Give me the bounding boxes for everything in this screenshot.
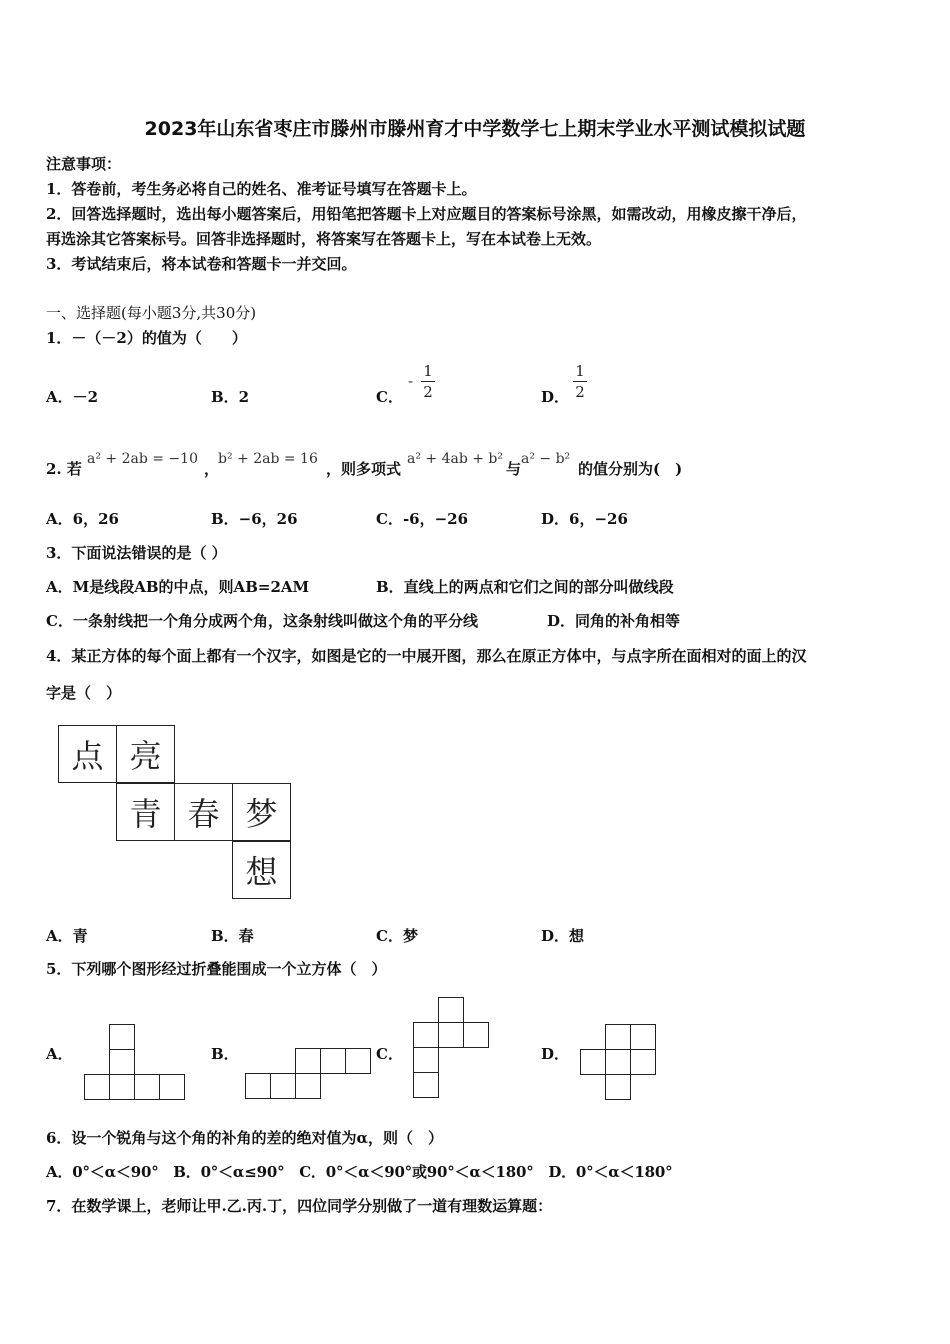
q1-option-b: B．2 bbox=[211, 388, 250, 406]
net-square bbox=[109, 1024, 135, 1050]
question-4-line-1: 4．某正方体的每个面上都有一个汉字，如图是它的一中展开图，那么在原正方体中，与点字所在面相对的面上的汉 bbox=[46, 647, 807, 665]
question-7-stem: 7．在数学课上，老师让甲.乙.丙.丁，四位同学分别做了一道有理数运算题： bbox=[46, 1197, 553, 1215]
q2-expression-2: b² + 2ab = 16 bbox=[218, 451, 318, 467]
q4-option-a: A．青 bbox=[46, 927, 88, 945]
q5-option-c: C． bbox=[376, 1045, 403, 1063]
net-cell-qing: 青 bbox=[116, 783, 175, 841]
q4-option-c: C．梦 bbox=[376, 927, 418, 945]
q4-option-b: B．春 bbox=[211, 927, 254, 945]
q2-middle-text: ，则多项式 bbox=[326, 460, 402, 478]
q3-option-a: A．M是线段AB的中点，则AB=2AM bbox=[46, 578, 310, 596]
net-square bbox=[630, 1049, 656, 1075]
net-square bbox=[320, 1048, 346, 1074]
q2-option-b: B．−6，26 bbox=[211, 510, 298, 528]
question-4-line-2: 字是（ ） bbox=[46, 684, 122, 702]
q1-option-d: D． bbox=[541, 388, 570, 406]
net-square bbox=[413, 1047, 439, 1073]
q2-expression-1: a² + 2ab = −10 bbox=[87, 451, 198, 467]
net-square bbox=[438, 997, 464, 1023]
question-2-prefix: 2. 若 bbox=[46, 460, 82, 478]
q2-suffix: 的值分别为( ) bbox=[578, 460, 683, 478]
section-heading: 一、选择题(每小题3分,共30分) bbox=[46, 304, 257, 322]
fraction-bar bbox=[573, 381, 587, 382]
q3-option-d: D．同角的补角相等 bbox=[547, 612, 681, 630]
q1-option-c: C． bbox=[376, 388, 403, 406]
q1-d-numerator: 1 bbox=[575, 362, 585, 380]
question-3-stem: 3．下面说法错误的是（ ） bbox=[46, 544, 227, 562]
q4-option-d: D．想 bbox=[541, 927, 585, 945]
net-cell-dian: 点 bbox=[58, 725, 117, 783]
q1-c-numerator: 1 bbox=[423, 362, 433, 380]
q2-expression-3: a² + 4ab + b² bbox=[407, 451, 504, 467]
q1-c-fraction bbox=[419, 362, 437, 401]
q1-c-denominator: 2 bbox=[423, 383, 433, 401]
net-square bbox=[580, 1049, 606, 1075]
q2-conjunction: 与 bbox=[506, 460, 522, 478]
net-square bbox=[109, 1074, 135, 1100]
q2-option-d: D．6，−26 bbox=[541, 510, 628, 528]
net-square bbox=[413, 1072, 439, 1098]
net-square bbox=[413, 1022, 439, 1048]
net-cell-xiang: 想 bbox=[232, 841, 291, 899]
net-square bbox=[134, 1074, 160, 1100]
q2-expression-4: a² − b² bbox=[521, 451, 571, 467]
net-square bbox=[109, 1049, 135, 1075]
q1-d-fraction bbox=[571, 362, 589, 401]
q3-option-c: C．一条射线把一个角分成两个角，这条射线叫做这个角的平分线 bbox=[46, 612, 478, 630]
q1-d-denominator: 2 bbox=[575, 383, 585, 401]
notice-heading: 注意事项： bbox=[46, 155, 122, 173]
question-1-stem: 1．－（－2）的值为（ ） bbox=[46, 329, 247, 347]
fraction-bar bbox=[421, 381, 435, 382]
q1-option-a: A．－2 bbox=[46, 388, 99, 406]
net-square bbox=[630, 1024, 656, 1050]
notice-item-3: 3．考试结束后，将本试卷和答题卡一并交回。 bbox=[46, 255, 357, 273]
net-square bbox=[605, 1024, 631, 1050]
q3-option-b: B．直线上的两点和它们之间的部分叫做线段 bbox=[376, 578, 674, 596]
question-5-stem: 5．下列哪个图形经过折叠能围成一个立方体（ ） bbox=[46, 960, 387, 978]
net-square bbox=[438, 1022, 464, 1048]
net-square bbox=[605, 1049, 631, 1075]
net-square bbox=[295, 1048, 321, 1074]
net-square bbox=[245, 1073, 271, 1099]
net-square bbox=[345, 1048, 371, 1074]
notice-item-2: 2．回答选择题时，选出每小题答案后，用铅笔把答题卡上对应题目的答案标号涂黑，如需改动，用橡皮擦干净后， bbox=[46, 205, 807, 223]
net-square bbox=[295, 1073, 321, 1099]
q2-option-a: A．6，26 bbox=[46, 510, 119, 528]
notice-item-2-cont: 再选涂其它答案标号。回答非选择题时，将答案写在答题卡上，写在本试卷上无效。 bbox=[46, 230, 602, 248]
net-square bbox=[270, 1073, 296, 1099]
question-6-stem: 6．设一个锐角与这个角的补角的差的绝对值为α，则（ ） bbox=[46, 1129, 443, 1147]
q5-option-b: B． bbox=[211, 1045, 239, 1063]
net-square bbox=[84, 1074, 110, 1100]
net-cell-chun: 春 bbox=[174, 783, 233, 841]
q2-separator: ， bbox=[204, 460, 220, 478]
net-cell-meng: 梦 bbox=[232, 783, 291, 841]
net-cell-liang: 亮 bbox=[116, 725, 175, 783]
net-square bbox=[463, 1022, 489, 1048]
net-square bbox=[159, 1074, 185, 1100]
q5-option-d: D． bbox=[541, 1045, 570, 1063]
notice-item-1: 1．答卷前，考生务必将自己的姓名、准考证号填写在答题卡上。 bbox=[46, 180, 477, 198]
page-title: 2023年山东省枣庄市滕州市滕州育才中学数学七上期末学业水平测试模拟试题 bbox=[144, 118, 806, 140]
net-square bbox=[605, 1074, 631, 1100]
q2-option-c: C．-6，−26 bbox=[376, 510, 469, 528]
q6-options: A．0°＜α＜90° B．0°＜α≤90° C．0°＜α＜90°或90°＜α＜180° D．0°＜α＜180° bbox=[46, 1163, 673, 1181]
q5-option-a: A． bbox=[46, 1045, 73, 1063]
q1-c-minus-sign: - bbox=[408, 372, 414, 390]
